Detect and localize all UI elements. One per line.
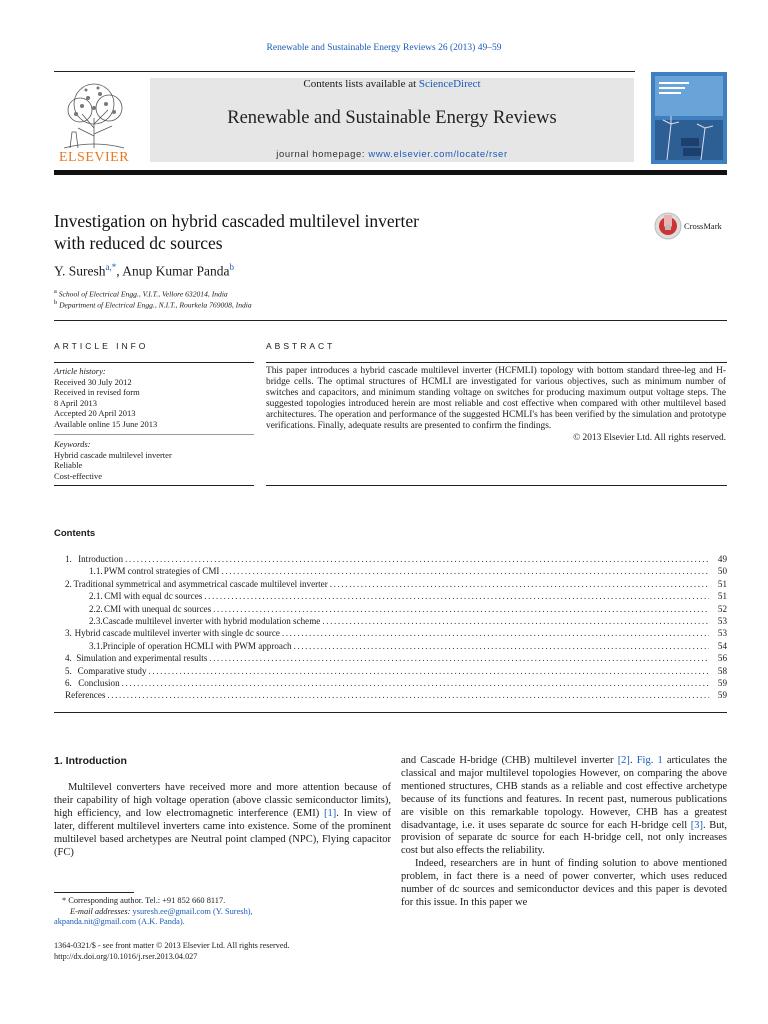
toc-entry[interactable]: 4. Simulation and experimental results ..... 56 [54, 653, 727, 665]
author-suresh-affiliation[interactable]: a,* [105, 262, 117, 272]
toc-entry[interactable]: References ..... 59 [54, 690, 727, 702]
journal-homepage-link[interactable]: www.elsevier.com/locate/rser [368, 149, 508, 160]
article-info-rule [54, 362, 254, 363]
toc-entry[interactable]: 2.2. CMI with unequal dc sources ..... 52 [54, 604, 727, 616]
abstract-copyright: © 2013 Elsevier Ltd. All rights reserved. [573, 432, 726, 443]
elsevier-wordmark: ELSEVIER [58, 150, 130, 165]
contents-bottom-rule [54, 712, 727, 713]
email-link-panda[interactable]: akpanda.nit@gmail.com [54, 917, 137, 926]
contents-available-line: Contents lists available at ScienceDirect [303, 78, 481, 90]
header-thick-rule [54, 170, 727, 175]
citation-link[interactable]: [3] [690, 819, 704, 831]
section-divider [54, 320, 727, 321]
abstract-body: This paper introduces a hybrid cascade multilevel inverter (HCFMLI) topology with bottom standard three-leg and H-bridge cells. The optimal structures of HCMLI are investigated for various objectives, such as minimum number of switches and capacitors, and minimum standing voltage on switches for producing maximum output voltage steps. The suggested topologies introduced herein are most reliable and cost effective when compared with other multilevel based architectures. The operation and performance of the suggested HCMLI's has been verified by the simulation and prototype verifications. Finally, adequate results are presented to confirm the findings. © 2013 Elsevier Ltd. All rights reserved. [266, 366, 726, 443]
journal-citation[interactable]: Renewable and Sustainable Energy Reviews 26 (2013) 49–59 [266, 43, 502, 53]
toc-entry[interactable]: 2.3. Cascade multilevel inverter with hybrid modulation scheme ..... 53 [54, 616, 727, 628]
toc-entry[interactable]: 2.1. CMI with equal dc sources ..... 51 [54, 591, 727, 603]
doi-link[interactable]: http://dx.doi.org/10.1016/j.rser.2013.04.027 [54, 951, 198, 961]
citation-link[interactable]: [1] [323, 807, 337, 819]
issn-line: 1364-0321/$ - see front matter © 2013 Elsevier Ltd. All rights reserved. [54, 941, 290, 950]
article-title-line-2: with reduced dc sources [54, 233, 223, 253]
abstract-bottom-rule [266, 485, 727, 486]
journal-banner [150, 78, 634, 162]
table-of-contents [54, 554, 727, 703]
body-paragraph: Multilevel converters have received more and more attention because of their capability of high voltage operation (above classic semiconductor limits), high efficiency, and low electromagnetic interference (EMI) [1]. In view of later, different multilevel inverters came into existence. Some of the prominent multilevel based archetypes are Neutral point clamped (NPC), Flying capacitor (FC) [54, 782, 391, 858]
email-link-suresh[interactable]: ysuresh.ee@gmail.com [132, 906, 211, 916]
toc-entry[interactable]: 3. Hybrid cascade multilevel inverter with single dc source ..... 53 [54, 628, 727, 640]
affiliation-b: $^b$ Department of Electrical Engg., N.I.T., Rourkela 769008, India [54, 299, 252, 310]
journal-homepage-line: journal homepage: www.elsevier.com/locate/rser [276, 149, 508, 160]
article-info-bottom-rule [54, 485, 254, 486]
footnote-rule [54, 892, 134, 893]
toc-entry[interactable]: 5. Comparative study ..... 58 [54, 666, 727, 678]
toc-entry[interactable]: 1. Introduction ..... 49 [54, 554, 727, 566]
body-right-column [401, 755, 727, 910]
toc-entry[interactable]: 3.1. Principle of operation HCMLI with PWM approach ..... 54 [54, 641, 727, 653]
toc-entry[interactable]: 6. Conclusion ..... 59 [54, 678, 727, 690]
article-title [54, 210, 614, 254]
keywords: Keywords: Hybrid cascade multilevel inverter Reliable Cost-effective [54, 439, 172, 481]
figure-link[interactable]: Fig. 1 [636, 755, 663, 766]
article-info-heading: ARTICLE INFO [54, 341, 149, 351]
crossmark-badge[interactable] [654, 211, 730, 241]
author-suresh: Y. Suresh [54, 263, 106, 279]
corresponding-author-footnote: * Corresponding author. Tel.: +91 852 660 8117. E-mail addresses: ysuresh.ee@gmail.com (Y. Suresh), akpanda.nit@gmail.com (A.K. Panda). [54, 896, 253, 926]
keywords-rule [54, 434, 254, 435]
citation-link[interactable]: [2] [617, 755, 630, 766]
journal-cover-image [651, 72, 727, 164]
article-history: Article history: Received 30 July 2012 Received in revised form 8 April 2013 Accepted 20 April 2013 Available online 15 June 2013 [54, 366, 158, 429]
sciencedirect-link[interactable]: ScienceDirect [418, 78, 481, 90]
header-divider [54, 71, 635, 72]
author-list: Y. Suresh$^{a,*}$, Anup Kumar Panda$^b$ [54, 262, 235, 279]
page-footer [54, 941, 290, 963]
crossmark-icon [654, 211, 682, 241]
abstract-rule [266, 362, 727, 363]
contents-heading: Contents [54, 528, 96, 539]
body-left-column [54, 782, 391, 859]
body-paragraph: Indeed, researchers are in hunt of finding solution to above mentioned problem, in fact there is a need of power converter, which uses reduced number of dc sources and semiconductor devices and this paper is devoted for this issue. In this paper we [401, 858, 727, 908]
section-heading-introduction: 1. Introduction [54, 755, 127, 767]
author-panda: Anup Kumar Panda [122, 263, 230, 279]
crossmark-label: CrossMark [684, 221, 722, 231]
abstract-heading: ABSTRACT [266, 341, 336, 351]
author-panda-affiliation[interactable]: b [229, 262, 235, 272]
toc-entry[interactable]: 2. Traditional symmetrical and asymmetrical cascade multilevel inverter ..... 51 [54, 579, 727, 591]
toc-entry[interactable]: 1.1. PWM control strategies of CMI ..... 50 [54, 566, 727, 578]
affiliation-a: $^a$ School of Electrical Engg., V.I.T., Vellore 632014, India [54, 288, 228, 299]
journal-name: Renewable and Sustainable Energy Reviews [227, 108, 557, 128]
body-paragraph: and Cascade H-bridge (CHB) multilevel inverter [2]. Fig. 1 articulates the classical and major multilevel topologies However, on comparing the above mentioned structures, CHB stands as a reliable and cost effective archetype because of its functions and features. In recent past, numerous publications are visible on this remarkable topology. However, CHB has a greatest disadvantage, i.e. it uses separate dc source for each H-bridge cell [3]. But, provision of separate dc source for each H-bridge cell, not only increases cost but also effects the reliability. [401, 755, 728, 857]
article-title-line-1: Investigation on hybrid cascaded multilevel inverter [54, 211, 419, 231]
